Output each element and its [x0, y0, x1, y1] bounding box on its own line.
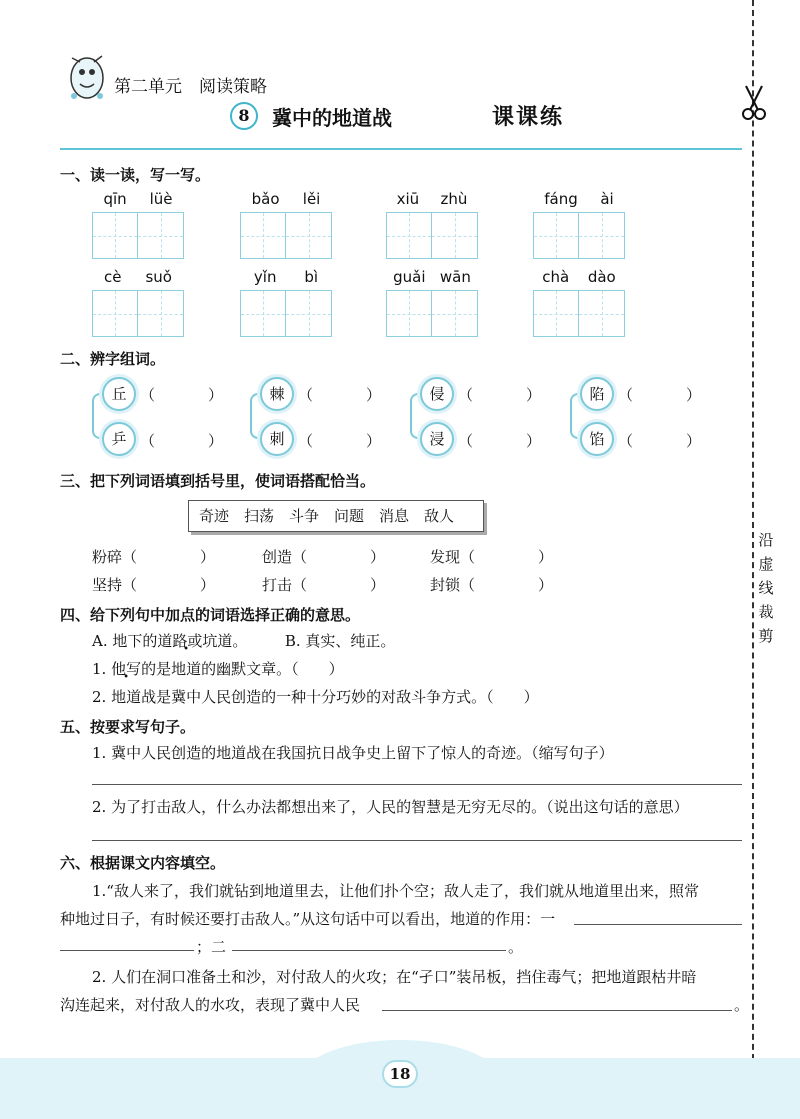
paren-open: （ — [458, 432, 474, 450]
header-divider — [60, 148, 742, 150]
exercise-label: 课课练 — [492, 104, 565, 130]
paren-open: （ — [458, 386, 474, 404]
pinyin: zhù — [440, 190, 468, 208]
scissors-icon — [740, 82, 768, 122]
writing-grid[interactable] — [386, 212, 478, 259]
char-circle: 浸 — [420, 422, 454, 456]
paren-close: ） — [538, 548, 554, 566]
paren-open: （ — [140, 386, 156, 404]
pinyin-group — [92, 268, 184, 337]
lesson-number: 8 — [230, 102, 258, 130]
word-bank: 奇迹 扫荡 斗争 问题 消息 敌人 — [188, 500, 484, 532]
passage-line: 1.“敌人来了，我们就钻到地道里去，让他们扑个空；敌人走了，我们就从地道里出来，照常 — [92, 882, 699, 900]
pinyin-group — [533, 190, 625, 259]
paren-open: （ — [618, 432, 634, 450]
writing-grid[interactable] — [240, 212, 332, 259]
paren-close: ） — [200, 576, 216, 594]
answer-line[interactable] — [382, 1010, 732, 1011]
char-circle: 棘 — [260, 377, 294, 411]
paren-close: ） — [200, 548, 216, 566]
section6-title: 六、根据课文内容填空。 — [60, 854, 226, 872]
paren-open: （ — [298, 432, 314, 450]
paren-close: ） — [526, 432, 542, 450]
paren-close: ） — [366, 432, 382, 450]
pinyin-group — [533, 268, 625, 337]
pinyin: cè — [104, 268, 122, 286]
paren-open: （ — [140, 432, 156, 450]
bracket — [92, 393, 102, 439]
cut-label: 沿虚线裁剪 — [757, 528, 775, 648]
dotted-word: 地道 — [171, 660, 202, 678]
pinyin: bǎo — [251, 190, 280, 208]
question-1: 1. 他写的是地道的幽默文章。（ ） — [92, 660, 344, 678]
lesson-title: 冀中的地道战 — [272, 106, 392, 130]
writing-grid[interactable] — [386, 290, 478, 337]
pinyin-group — [240, 268, 332, 337]
pinyin: bì — [304, 268, 319, 286]
section5-title: 五、按要求写句子。 — [60, 718, 196, 736]
paren-open: （ — [618, 386, 634, 404]
char-circle: 刺 — [260, 422, 294, 456]
sentence-task-2: 2. 为了打击敌人，什么办法都想出来了，人民的智慧是无穷无尽的。（说出这句话的意思） — [92, 798, 689, 816]
writing-grid[interactable] — [92, 212, 184, 259]
pinyin-group — [240, 190, 332, 259]
passage-line: 2. 人们在洞口准备土和沙，对付敌人的火攻；在“孑口”装吊板，挡住毒气；把地道跟枯井暗 — [92, 968, 697, 986]
separator: ；二 — [196, 938, 227, 956]
pinyin: chà — [542, 268, 570, 286]
fill-item: 打击（ — [262, 576, 308, 594]
pinyin-group — [92, 190, 184, 259]
paren-close: ） — [208, 432, 224, 450]
fill-item: 坚持（ — [92, 576, 138, 594]
fill-item: 创造（ — [262, 548, 308, 566]
fill-item: 粉碎（ — [92, 548, 138, 566]
options: A. 地下的道路或坑道。 B. 真实、纯正。 — [92, 632, 396, 650]
pinyin: suǒ — [145, 268, 172, 286]
section4-title: 四、给下列句中加点的词语选择正确的意思。 — [60, 606, 361, 624]
char-circle: 馅 — [580, 422, 614, 456]
pinyin: lüè — [149, 190, 173, 208]
pinyin-group — [386, 190, 478, 259]
unit-title: 第二单元 阅读策略 — [114, 77, 267, 97]
writing-grid[interactable] — [533, 212, 625, 259]
bracket — [570, 393, 580, 439]
paren-close: ） — [526, 386, 542, 404]
section1-title: 一、读一读，写一写。 — [60, 166, 211, 184]
char-circle: 乒 — [102, 422, 136, 456]
bracket — [410, 393, 420, 439]
cut-dashed-line — [752, 0, 754, 1070]
char-circle: 侵 — [420, 377, 454, 411]
period: 。 — [734, 996, 750, 1014]
paren-close: ） — [366, 386, 382, 404]
writing-grid[interactable] — [240, 290, 332, 337]
answer-line[interactable] — [92, 784, 742, 785]
writing-grid[interactable] — [92, 290, 184, 337]
paren-close: ） — [208, 386, 224, 404]
pinyin: xiū — [396, 190, 420, 208]
page-number: 18 — [382, 1060, 418, 1088]
fill-item: 发现（ — [430, 548, 476, 566]
passage-line: 种地过日子，有时候还要打击敌人。”从这句话中可以看出，地道的作用：一 — [60, 910, 556, 928]
passage-line: 沟连起来，对付敌人的水攻，表现了冀中人民 — [60, 996, 361, 1014]
pinyin: yǐn — [253, 268, 277, 286]
pinyin: wān — [439, 268, 471, 286]
char-circle: 丘 — [102, 377, 136, 411]
answer-line[interactable] — [574, 924, 742, 925]
pinyin: fáng — [544, 190, 578, 208]
question-2: 2. 地道战是冀中人民创造的一种十分巧妙的对敌斗争方式。（ ） — [92, 688, 539, 706]
char-circle: 陷 — [580, 377, 614, 411]
pinyin-group — [386, 268, 478, 337]
pinyin: lěi — [302, 190, 321, 208]
paren-open: （ — [298, 386, 314, 404]
paren-close: ） — [686, 432, 702, 450]
bracket — [250, 393, 260, 439]
writing-grid[interactable] — [533, 290, 625, 337]
answer-line[interactable] — [92, 840, 742, 841]
mascot-icon — [62, 48, 112, 108]
paren-close: ） — [538, 576, 554, 594]
pinyin: dào — [587, 268, 616, 286]
answer-line[interactable] — [60, 950, 194, 951]
paren-close: ） — [370, 548, 386, 566]
paren-close: ） — [370, 576, 386, 594]
dotted-word: 地道 — [111, 688, 142, 706]
pinyin: qīn — [103, 190, 127, 208]
paren-close: ） — [686, 386, 702, 404]
section2-title: 二、辨字组词。 — [60, 350, 166, 368]
pinyin: guǎi — [393, 268, 426, 286]
answer-line[interactable] — [232, 950, 506, 951]
sentence-task-1: 1. 冀中人民创造的地道战在我国抗日战争史上留下了惊人的奇迹。（缩写句子） — [92, 744, 614, 762]
fill-item: 封锁（ — [430, 576, 476, 594]
section3-title: 三、把下列词语填到括号里，使词语搭配恰当。 — [60, 472, 376, 490]
period: 。 — [508, 938, 524, 956]
pinyin: ài — [600, 190, 614, 208]
